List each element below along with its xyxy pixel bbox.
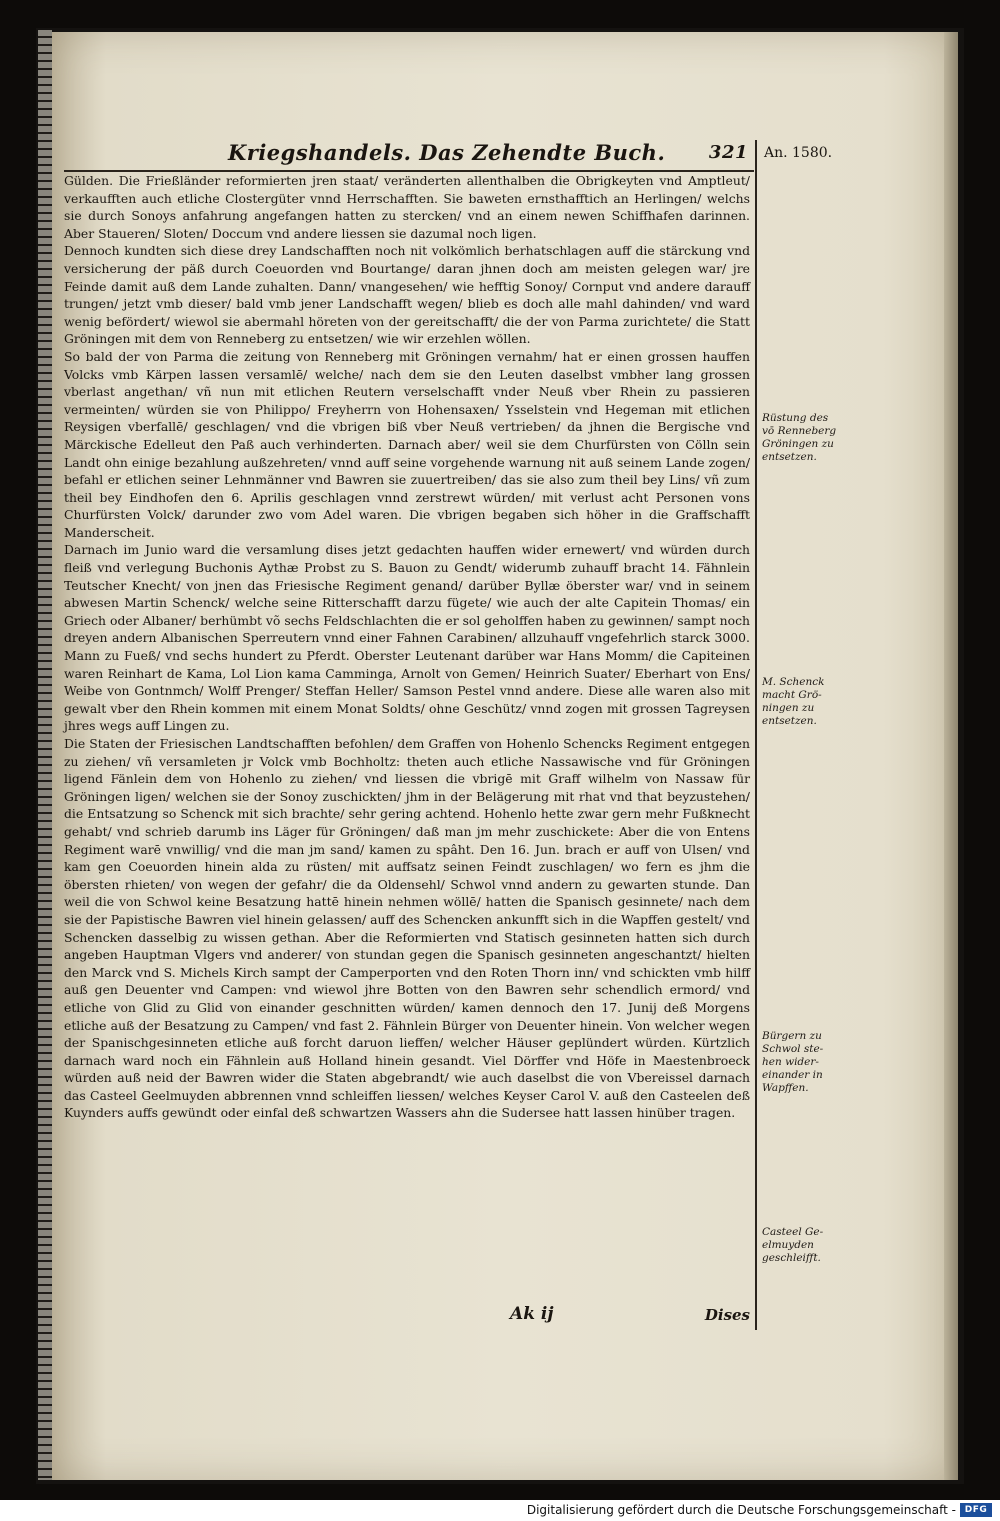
- color-scale-strip: [38, 30, 52, 1480]
- paragraph: Dennoch kundten sich diese drey Landschafften noch nit volkömlich berhatschlagen auff die stärckung vnd versicherung der päß durch Coeuorden vnd Bourtange/ daran jhnen doch am meisten gelegen war/ jre Feinde damit auß dem Lande zuhalten. Dann/ vnangesehen/ wie hefftig Sonoy/ Cornput vnd andere darauff trungen/ jetzt vmb dieser/ bald vmb jener Landschafft wegen/ blieb es doch alle mahl dahinden/ vnd ward wenig befördert/ wiewol sie abermahl höreten von der gereitschafft/ die der von Parma zurichtete/ die Statt Gröningen mit dem von Renneberg zu entsetzen/ wie wir erzehlen wöllen.: [64, 243, 750, 347]
- paragraph: Darnach im Junio ward die versamlung dises jetzt gedachten hauffen wider ernewert/ vnd würden durch fleiß vnd verlegung Buchonis Aythæ Probst zu S. Bauon zu Gendt/ widerumb zuhauff bracht 14. Fähnlein Teutscher Knecht/ von jnen das Friesische Regiment genand/ darüber Byllæ öberster war/ vnd in seinem abwesen Martin Schenck/ welche seine Ritterschafft darzu fügete/ wie auch der alte Capitein Thomas/ ein Griech oder Albaner/ berhümbt võ sechs Feldschlachten die er sol geholffen haben zu gewinnen/ sampt noch dreyen andern Albanischen Sperreutern vnnd einer Fahnen Carabinen/ allzuhauff vngefehrlich starck 3000. Mann zu Fueß/ vnd sechs hundert zu Pferdt. Oberster Leutenant darüber war Hans Momm/ die Capiteinen waren Reinhart de Kama, Lol Lion kama Camminga, Arnolt von Gemen/ Heinrich Suater/ Eberhart von Ens/ Weibe von Gontnmch/ Wolff Prenger/ Steffan Heller/ Samson Pestel vnnd andere. Diese alle waren also mit gewalt vber den Rhein kommen mit einem Monat Soldts/ ohne Geschütz/ vnnd zogen mit grossen Tagreysen jhres wegs auff Lingen zu.: [64, 542, 750, 734]
- dfg-logo: DFG: [960, 1503, 992, 1517]
- paragraph: Die Staten der Friesischen Landtschafften befohlen/ dem Graffen von Hohenlo Schencks Regiment entgegen zu ziehen/ vñ versamleten jr Volck vmb Bochholtz: theten auch etliche Nassawische vnd für Gröningen ligend Fänlein dem von Hohenlo zu ziehen/ vnd liessen die vbrigē mit Graff wilhelm von Nassaw für Gröningen ligen/ welchen sie der Sonoy zuschickten/ jhm in der Belägerung mit rhat vnd that beyzustehen/ die Entsatzung so Schenck mit sich brachte/ sehr gering achtend. Hohenlo hette zwar gern mehr Fußknecht gehabt/ vnd schrieb darumb ins Läger für Gröningen/ daß man jm mehr zuschickete: Aber die von Entens Regiment warē vnwillig/ vnd die man jm sand/ kamen zu spâht. Den 16. Jun. brach er auff von Ulsen/ vnd kam gen Coeuorden hinein alda zu rüsten/ mit auffsatz seinen Feindt zuschlagen/ wo fern es jhm die öbersten rhieten/ von wegen der gefahr/ die da Oldensehl/ Schwol vnnd andern zu gewarten stunde. Dan weil die von Schwol keine Besatzung hattē hinein nehmen wöllē/ hatten die Spanisch gesinnete/ nach dem sie der Papistische Bawren viel hinein gelassen/ auff des Schencken ankunfft sich in die Wapffen gestelt/ vnd Schencken dasselbig zu wissen gethan. Aber die Reformierten vnd Statisch gesinneten hatten sich durch angeben Hauptman Vlgers vnd anderer/ von stundan gegen die Spanisch gesinneten angeschantzt/ hielten den Marck vnd S. Michels Kirch sampt der Camperporten vnd den Roten Thorn inn/ vnd schickten vmb hilff auß gen Deuenter vnd Campen: vnd wiewol jhre Botten von den Bawren sehr schendlich ermord/ vnd etliche von Glid zu Glid von einander geschnitten würden/ kamen dennoch den 17. Junij deß Morgens etliche auß der Besatzung zu Campen/ vnd fast 2. Fähnlein Bürger von Deuenter hinein. Von welcher wegen der Spanischgesinneten etliche auß forcht daruon lieffen/ welcher Häuser geplündert würden. Kürtzlich darnach ward noch ein Fähnlein auß Holland hinein gesandt. Viel Dörffer vnd Höfe in Maestenbroeck würden auß neid der Bawren wider die Staten abgebrandt/ wie auch daselbst die von Vbereissel darnach das Casteel Geelmuyden abbrennen vnnd schleiffen liessen/ welches Keyser Carol V. auß den Casteelen deß Kuynders auffs gewündt oder einfal deß schwartzen Wassers ahn die Sudersee hatt lassen hinüber tragen.: [64, 736, 750, 1121]
- body-text: [64, 172, 750, 1122]
- margin-gloss: M. Schenck macht Gröningen zu entsetzen.: [762, 676, 825, 727]
- paragraph: Gülden. Die Frießländer reformierten jren staat/ veränderten allenthalben die Obrigkeyten vnd Amptleut/ verkaufften auch etliche Clostergüter vnnd Herrschafften. Sie baweten ernsthafftich an Herlingen/ welchs sie durch Sonoys anfahrung angefangen hatten zu stercken/ vnd an einem newen Schiffhafen darinnen. Aber Staueren/ Sloten/ Doccum vnd andere liessen sie dazumal noch ligen.: [64, 173, 750, 241]
- page-foot: [64, 1304, 754, 1330]
- margin-year: An. 1580.: [764, 145, 833, 161]
- signature-mark: Ak ij: [510, 1304, 554, 1324]
- margin-rule: [755, 140, 757, 1330]
- running-head: [228, 136, 748, 170]
- margin-gloss: Bürgern zu Schwol stehen widereinander in Wapffen.: [762, 1030, 824, 1094]
- margin-gloss: Rüstung des vō Renneberg Gröningen zu entsetzen.: [762, 412, 837, 463]
- margin-gloss: Casteel Geelmuyden geschleifft.: [762, 1226, 824, 1264]
- paragraph: So bald der von Parma die zeitung von Renneberg mit Gröningen vernahm/ hat er einen grossen hauffen Volcks vmb Kärpen lassen versamlē/ welche/ nach dem sie den Leuten daselbst vmbher lang grossen vberlast angethan/ vñ nun mit etlichen Reutern verselschafft vnder Neuß vber Rhein zu passieren vermeinten/ würden sie von Philippo/ Freyherrn von Hohensaxen/ Ysselstein vnd Hegeman mit etlichen Reysigen vberfallē/ geschlagen/ vnd die vbrigen biß vber Neuß vertrieben/ da jhnen die Bergische vnd Märckische Edelleut den Paß auch verhinderten. Darnach aber/ weil sie dem Churfürsten von Cölln sein Landt ohn einige bezahlung außzehreten/ vnnd auff seine vorgehende warnung nit auß seinem Lande zogen/ befahl er etlichen seiner Lehnmänner vnd Bawren sie zuuertreiben/ das sie also zum theil bey Lins/ vñ zum theil bey Eindhofen den 6. Aprilis geschlagen vnnd zerstrewt würden/ mit verlust acht Personen vons Churfürsten Volck/ darunder zwo vom Adel waren. Die vbrigen begaben sich höher in die Graffschafft Manderscheit.: [64, 348, 750, 540]
- page-number: 321: [708, 142, 748, 163]
- page-edge: [944, 32, 958, 1480]
- credit-bar: [0, 1500, 1000, 1521]
- running-head-title: Kriegshandels. Das Zehendte Buch.: [228, 140, 666, 165]
- funding-credit: Digitalisierung gefördert durch die Deutsche Forschungsgemeinschaft -: [526, 1503, 956, 1517]
- catchword: Dises: [704, 1306, 750, 1324]
